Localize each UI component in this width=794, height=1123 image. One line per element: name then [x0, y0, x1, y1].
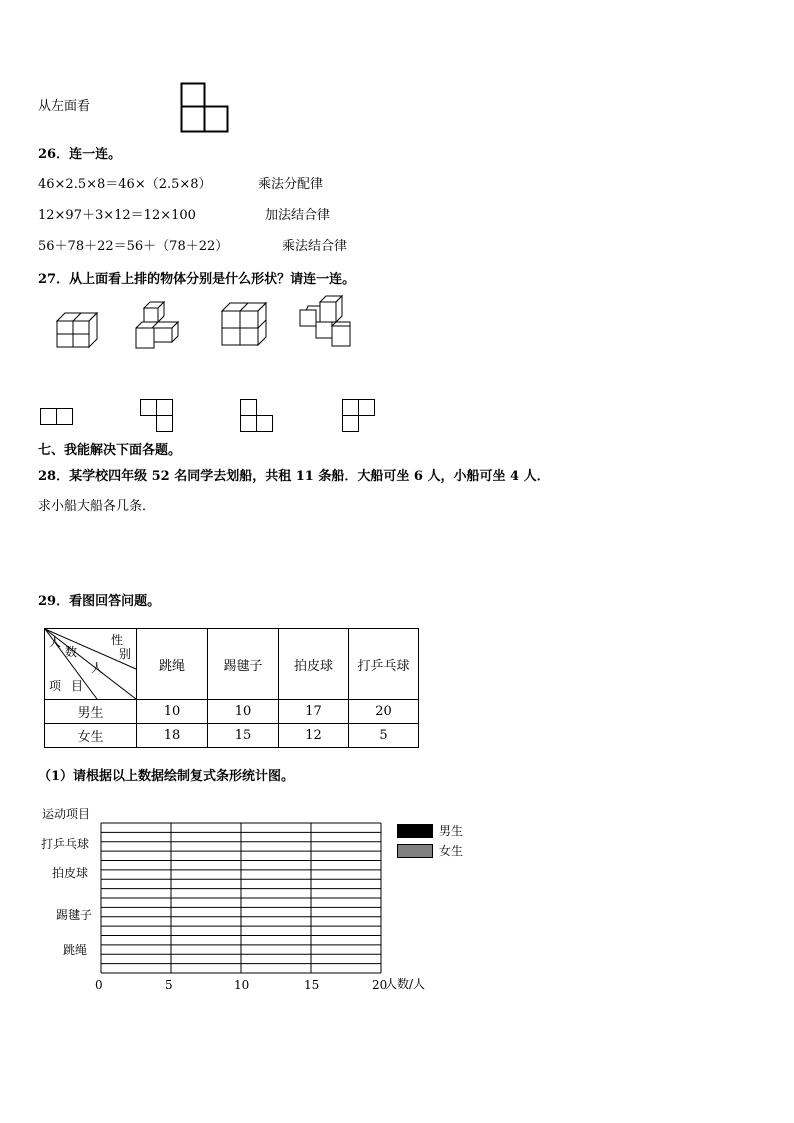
corner-people-1: 人 — [49, 635, 62, 649]
q27-title: 27．从上面看上排的物体分别是什么形状？请连一连。 — [38, 272, 356, 287]
x-tick: 0 — [95, 978, 103, 992]
top-view-shape-1 — [40, 408, 76, 426]
top-view-shape-3 — [240, 399, 276, 435]
x-tick: 10 — [234, 978, 250, 992]
cell: 12 — [279, 724, 349, 748]
q26-right-3: 乘法结合律 — [282, 239, 348, 254]
x-tick: 5 — [165, 978, 173, 992]
cell: 5 — [349, 724, 419, 748]
header-pingpang: 打乒乓球 — [349, 629, 419, 700]
corner-gender-2: 别 — [119, 647, 132, 661]
cell: 20 — [349, 700, 419, 724]
cell: 15 — [208, 724, 279, 748]
q28-line2: 求小船大船各几条． — [38, 499, 156, 514]
corner-people-3: 人 — [91, 661, 104, 675]
chart-ylabel: 运动项目 — [42, 807, 91, 821]
q29-title: 29．看图回答问题。 — [38, 594, 161, 609]
cube-object-1 — [57, 313, 107, 349]
left-view-figure — [180, 82, 230, 134]
q26-right-2: 加法结合律 — [265, 208, 331, 223]
row-label-girls: 女生 — [45, 724, 137, 748]
q29-sub1: （1）请根据以上数据绘制复式条形统计图。 — [38, 769, 295, 784]
chart-category: 踢毽子 — [56, 908, 93, 922]
chart-grid — [100, 822, 382, 974]
q25-label: 从左面看 — [38, 99, 91, 114]
cube-object-2 — [136, 302, 186, 350]
chart-category: 打乒乓球 — [41, 837, 90, 851]
row-label-boys: 男生 — [45, 700, 137, 724]
cube-object-3 — [222, 303, 268, 347]
q26-left-2: 12×97＋3×12＝12×100 — [38, 208, 196, 223]
header-tiaosheng: 跳绳 — [137, 629, 208, 700]
legend-label-girls: 女生 — [439, 844, 464, 858]
chart-category: 拍皮球 — [52, 866, 89, 880]
corner-item-1: 项 — [49, 679, 62, 693]
table-row — [45, 724, 419, 748]
top-view-shape-4 — [342, 399, 378, 435]
table-row — [45, 700, 419, 724]
header-paipiqiu: 拍皮球 — [279, 629, 349, 700]
chart-xlabel: 人数/人 — [385, 977, 426, 991]
q26-left-1: 46×2.5×8＝46×（2.5×8） — [38, 177, 212, 192]
legend-swatch-boys — [397, 824, 433, 838]
chart-category: 跳绳 — [63, 943, 88, 957]
section7-title: 七、我能解决下面各题。 — [38, 443, 182, 458]
q26-right-1: 乘法分配律 — [258, 177, 324, 192]
corner-people-2: 数 — [65, 645, 78, 659]
corner-item-2: 目 — [71, 679, 84, 693]
legend-swatch-girls — [397, 844, 433, 858]
data-table — [44, 628, 419, 748]
cube-object-4 — [300, 296, 354, 348]
x-tick: 20 — [372, 978, 388, 992]
corner-gender-1: 性 — [111, 633, 124, 647]
header-tijianzi: 踢毽子 — [208, 629, 279, 700]
cell: 10 — [137, 700, 208, 724]
q26-title: 26．连一连。 — [38, 147, 122, 162]
cell: 17 — [279, 700, 349, 724]
top-view-shape-2 — [140, 399, 176, 435]
q26-left-3: 56＋78＋22＝56＋（78＋22） — [38, 239, 229, 254]
legend-label-boys: 男生 — [439, 824, 464, 838]
q28-line1: 28．某学校四年级 52 名同学去划船，共租 11 条船．大船可坐 6 人，小船可坐 4 人． — [38, 469, 550, 484]
table-corner-cell — [45, 629, 137, 700]
x-tick: 15 — [304, 978, 320, 992]
cell: 18 — [137, 724, 208, 748]
cell: 10 — [208, 700, 279, 724]
